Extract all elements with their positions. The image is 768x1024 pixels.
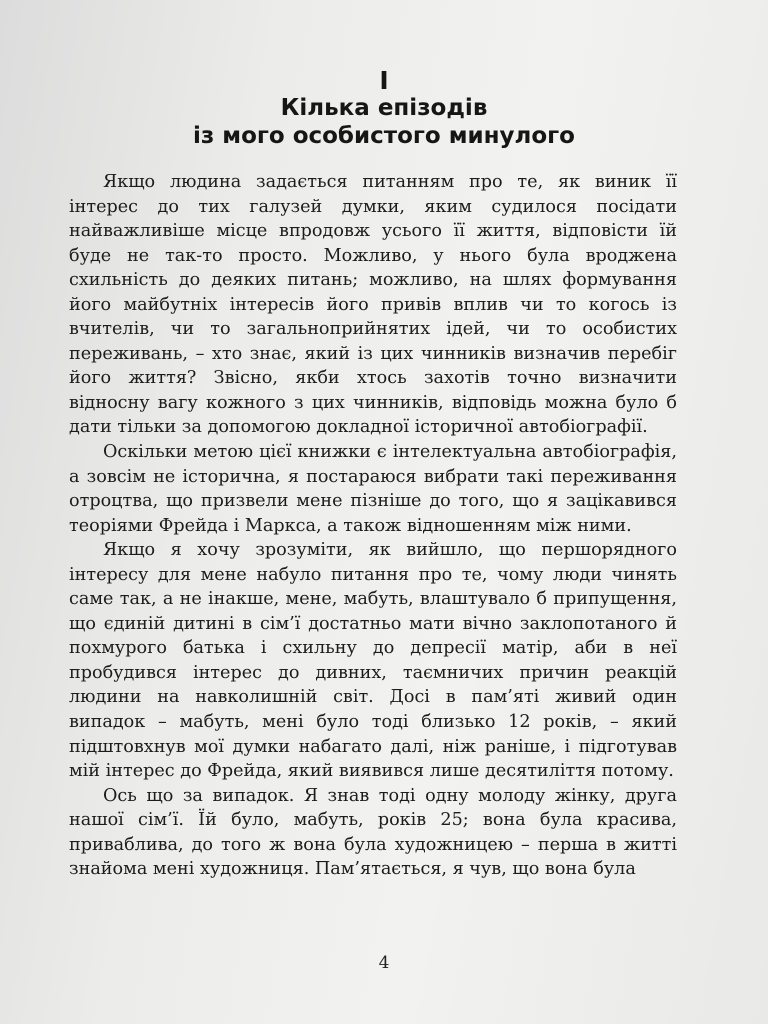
paragraph-1: Якщо людина задається питанням про те, як виник її інтерес до тих галузей думки, яким судилося посідати найважливіше місце впродовж усього її життя, відповісти їй буде не так-то просто. Можливо, у нього була вроджена схильність до деяких питань; можливо, на шлях формування його майбутніх інтересів його привів вплив чи то когось із вчителів, чи то загальноприйнятих ідей, чи то особистих переживань, – хто знає, який із цих чинників визначив перебіг його життя? Звісно, якби хтось захотів точно визначити відносну вагу кожного з цих чинників, відповідь можна було б дати тільки за допомогою докладної історичної автобіографії.: [69, 172, 677, 438]
chapter-title-line-1: Кілька епізодів: [280, 95, 488, 121]
paragraph-2: Оскільки метою цієї книжки є інтелектуальна автобіографія, а зовсім не історична, я постараюся вибрати такі переживання отроцтва, що призвели мене пізніше до того, що я зацікавився теоріями Фрейда і Маркса, а також відношенням між ними.: [69, 442, 677, 536]
paragraph-3: Якщо я хочу зрозуміти, як вийшло, що першорядного інтересу для мене набуло питання про те, чому люди чинять саме так, а не інакше, мене, мабуть, влаштувало б припущення, що єдиній дитині в сім’ї достатньо мати вічно заклопотаного й похмурого батька і схильну до депресії матір, аби в неї пробудився інтерес до дивних, таємничих причин реакцій людини на навколишній світ. Досі в пам’яті живий один випадок – мабуть, мені було тоді близько 12 років, – який підштовхнув мої думки набагато далі, ніж раніше, і підготував мій інтерес до Фрейда, який виявився лише десятиліття потому.: [69, 540, 677, 782]
page-number: 4: [378, 953, 390, 973]
paragraph-4: Ось що за випадок. Я знав тоді одну молоду жінку, друга нашої сім’ї. Їй було, мабуть, років 25; вона була красива, приваблива, до того ж вона була художницею – перша в житті знайома мені художниця. Пам’ятається, я чув, що вона була: [69, 785, 677, 880]
chapter-number: I: [379, 66, 389, 95]
body-text: [69, 170, 677, 882]
chapter-title-line-2: із мого особистого минулого: [193, 123, 575, 149]
